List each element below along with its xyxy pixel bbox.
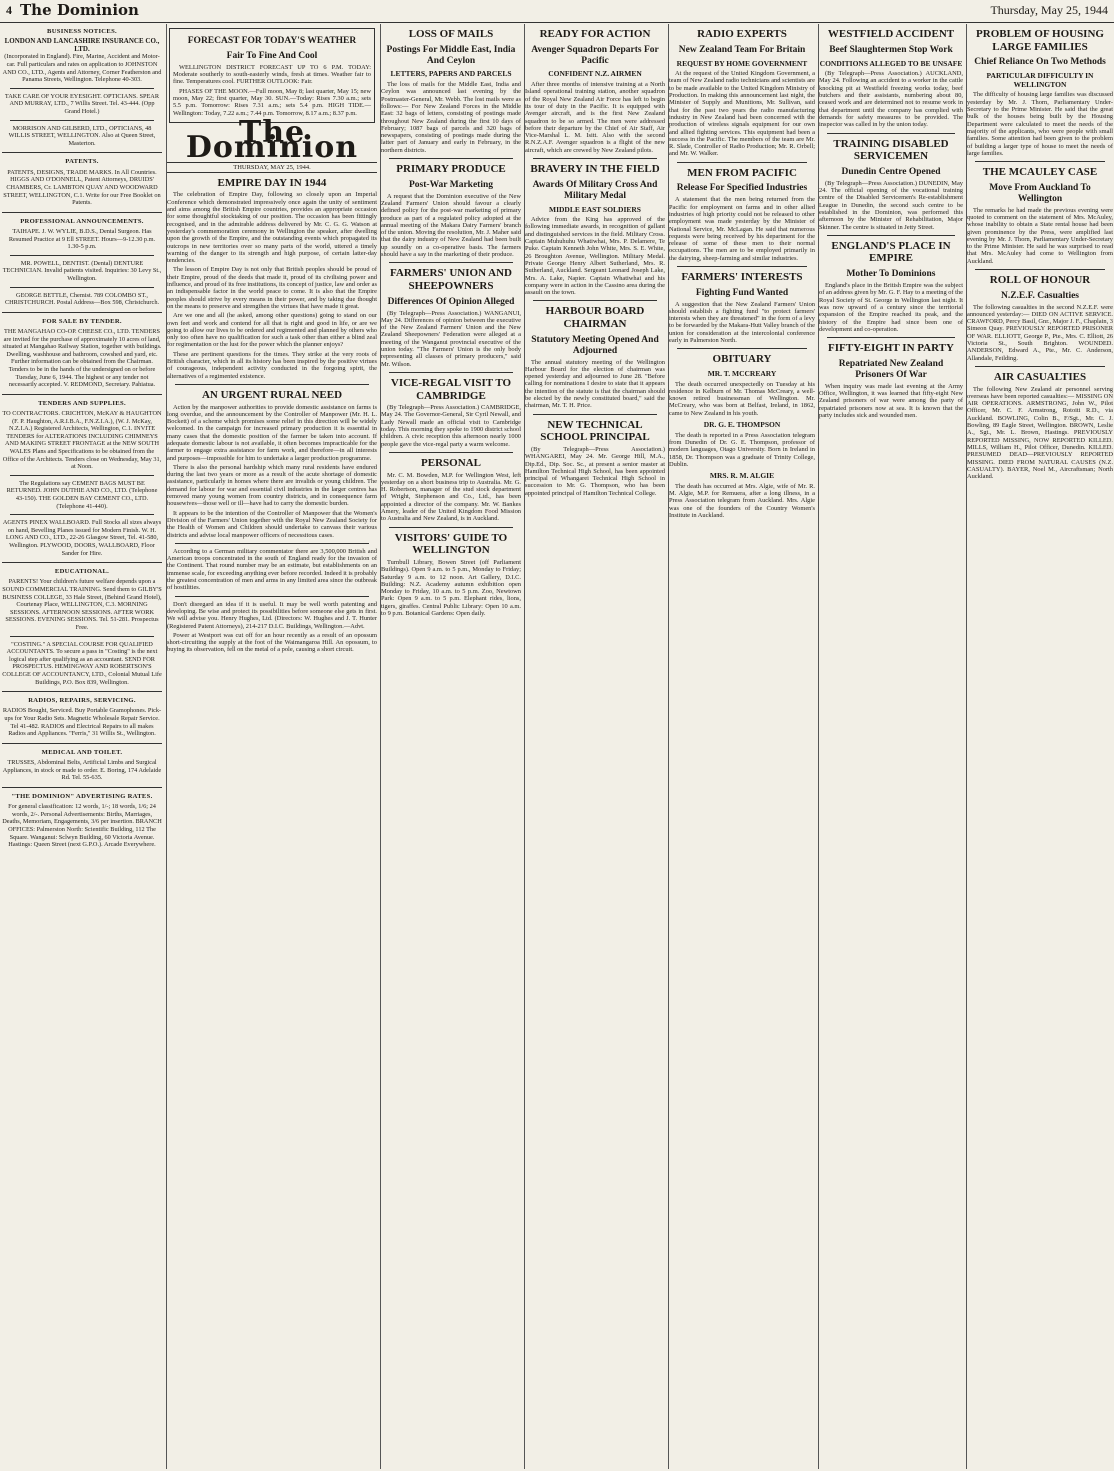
divider (10, 475, 154, 476)
divider (389, 452, 513, 453)
divider (533, 300, 657, 301)
mails-headline: LOSS OF MAILS (408, 28, 494, 40)
paper-name: The Dominion (20, 1, 139, 19)
harbour-board-text: The annual statutory meeting of the Wellington Harbour Board for the election of chairman was opened yesterday and adjourned to June 28. "Before calling for nominations I desire to state that it appears the intention of the statute is that the chairman should be elected by the newly constituted board," said the chairman, Mr. T. H. Price. (525, 358, 665, 410)
fifty-eight-text: When inquiry was made last evening at the Army Office, Wellington, it was learned that fifty-eight New Zealand prisoners of war were among the party of repatriated prisoners now at sea. It is known that the party includes sick and wounded men. (819, 382, 963, 419)
ad-trusses: TRUSSES, Abdominal Belts, Artificial Limbs and Surgical Appliances, in stock or made to order. E. Boring, 174 Adelaide Rd. Tel. 55-635. (2, 759, 162, 782)
air-casualties-text: The following New Zealand air personnel serving overseas have been reported casualties:— MISSING ON AIR OPERATIONS. ARMSTRONG, John W., Pilot Officer, Mr. C. F. Armstrong, Rotoiti R.D., via Auckland. BOWLING, Colin B., F/Sgt., Mr. C. J. Bowling, 89 Eagle Street, Wellington. BROWN, Leslie A., Sgt., Mr. L. Brown, Hastings. PREVIOUSLY REPORTED MISSING, NOW REPORTED KILLED. MILLS, William H., Pilot Officer, Dunedin. KILLED. PRESUMED DEAD—PREVIOUSLY REPORTED MISSING. DIED FROM NATURAL CAUSES (N.Z. CASUALTY). BAYER, Noel M., Aircraftsman; North Auckland. (967, 385, 1113, 481)
ad-insurance-title: LONDON AND LANCASHIRE INSURANCE CO., LTD. (4, 37, 160, 53)
roll-honour-text: The following casualties in the second N.Z.E.F. were announced yesterday:— DIED ON ACTIVE SERVICE. CRAWFORD, Percy Basil, Gnr., Major J. F., Chaplain, 3 Simeon Quay. PREVIOUSLY REPORTED PRISONER OF WAR. ELLIOTT, George P., Pte., Mrs. C. Elliott, 26 Victoria St., South Brighton. WOUNDED. ANDERSON, Edward A., Pte., Mr. C. Anderson, Allandale, Feilding. (967, 303, 1113, 362)
section-educational: EDUCATIONAL. (54, 568, 110, 576)
divider (533, 414, 657, 415)
forecast-title: FORECAST FOR TODAY'S WEATHER (187, 36, 357, 46)
ad-gilbys-college: PARENTS! Your children's future welfare depends upon a SOUND COMMERCIAL TRAINING. Send them to GILBY'S BUSINESS COLLEGE, 33 Hale Street, (Behind Grand Hotel), Courtenay Place, WELLINGTON, C.3. MORNING SESSIONS. AFTERNOON SESSIONS. AFTER WORK SESSIONS. EVENING SESSIONS. Tel. 51-281. Prospectus Free. (2, 578, 162, 632)
divider (677, 162, 807, 163)
divider (10, 287, 154, 288)
men-pacific-subhead: Release For Specified Industries (676, 183, 808, 194)
westfield-subhead: Beef Slaughtermen Stop Work (829, 44, 953, 55)
rates-text: For general classification: 12 words, 1/-; 18 words, 1/6; 24 words, 2/-. Personal Advertisements: Births, Marriages, Deaths, Memoriam, Engagements, 3/6 per insertion. BRANCH OFFICES: Palmerston North: Scientific Building, 112 The Square. Wanganui: Sclwyn Building, 60 Victoria Avenue. Hastings: Queen Street (next G.P.O.). Arcade Everywhere. (2, 803, 162, 849)
weather-box (169, 28, 375, 123)
issue-date: Thursday, May 25, 1944 (990, 3, 1108, 17)
section-for-sale: FOR SALE BY TENDER. (42, 317, 122, 325)
ad-wallboard: AGENTS PINEX WALLBOARD. Full Stocks all sizes always on hand, Bevelling Planes issued for Modern Finish. W. H. LONG AND CO., LTD., 22-26 Glasgow Street, Tel. 41-580, Wellington. PLYWOOD, DOORS, WALLBOARD, Floor Sander for Hire. (2, 519, 162, 557)
divider (10, 636, 154, 637)
ad-chemist: GEORGE BETTLE, Chemist. 789 COLOMBO ST., CHRISTCHURCH. Postal Address—Box 598, Christchurch. (4, 291, 160, 307)
obituary-text: The death is reported in a Press Association telegram from Dunedin of Dr. G. E. Thompson, professor of modern languages, Otago University. Born in Ireland in 1858, Dr. Thompson was a graduate of Trinity College, Dublin. (669, 431, 815, 468)
ad-patents: PATENTS, DESIGNS, TRADE MARKS. In All Countries. HIGGS AND O'DONNELL, Patent Attorneys, DRUIDS' CHAMBERS, Cr. LAMBTON QUAY AND WOODWARD STREET, WELLINGTON, C.1. Write for our Free Booklet on Patents. (3, 168, 161, 207)
farmers-union-headline: FARMERS' UNION AND SHEEPOWNERS (389, 267, 513, 292)
ad-costing-course: "COSTING." A SPECIAL COURSE FOR QUALIFIED ACCOUNTANTS. To secure a pass in "Costing" is the next logical step after qualifying as an accountant. SEND FOR PROSPECTUS. HEMINGWAY AND ROBERTSON'S COLLEGE OF ACCOUNTANCY, LTD., Colonial Mutual Life Buildings, P.O. Box 839, Wellington. (2, 640, 162, 686)
mcauley-subhead: Move From Auckland To Wellington (989, 182, 1091, 204)
visitors-guide-text: Turnbull Library, Bowen Street (off Parliament Buildings). Open 9 a.m. to 5 p.m., Monday to Friday; Saturday 9 a.m. to 12 noon. Art Gallery, D.I.C. Building: N.Z. Academy autumn exhibition open Monday to Friday, 10 a.m. to 5 p.m. Zoo, Newtown Park: Open 9 a.m. to 5 p.m. Elephant rides, lions, tigers, giraffes. Central Public Library: Open 10 a.m. to 9 p.m. Botanical Gardens: Open daily. (381, 558, 521, 618)
rates-title: "THE DOMINION" ADVERTISING RATES. (11, 792, 153, 800)
ad-dentist-wylie: TAIHAPE. J. W. WYLIE, B.D.S., Dental Surgeon. Has Resumed Practice at 9 Ell STREET. Hours—9-12.30 p.m. 1.30-5 p.m. (8, 227, 156, 251)
divider (827, 337, 955, 338)
divider (389, 372, 513, 373)
divider (975, 269, 1105, 270)
obituary-headline: OBITUARY (712, 353, 772, 366)
divider (175, 384, 369, 385)
farmers-interests-subhead: Fighting Fund Wanted (695, 287, 789, 298)
training-subhead: Dunedin Centre Opened (841, 166, 941, 177)
mcauley-headline: THE MCAULEY CASE (982, 166, 1098, 179)
divider (2, 152, 162, 153)
divider (677, 348, 807, 349)
housing-headline: PROBLEM OF HOUSING LARGE FAMILIES (976, 28, 1104, 53)
men-pacific-headline: MEN FROM PACIFIC (687, 166, 797, 179)
personal-headline: PERSONAL (421, 456, 481, 469)
divider (2, 787, 162, 788)
forecast-subtitle: Fair To Fine And Cool (226, 50, 318, 61)
obituary-name: MRS. R. M. ALGIE (709, 471, 775, 481)
masthead (0, 0, 1114, 23)
page-number: 4 (6, 3, 12, 17)
divider (175, 543, 369, 544)
section-medical: MEDICAL AND TOILET. (41, 748, 123, 756)
empire-paragraph: Are we one and all (he asked, among other questions) going to stand on our own feet and work and contend for all that is right and good in life, or are we going to allow our lives to be ordered and regimented and planned by others who only too often have no qualification for such a task other than either a blind zeal for regimentation or the lust for the power which the planner enjoys? (167, 312, 377, 349)
divider (10, 120, 154, 121)
mails-subhead: Postings For Middle East, India And Ceylon (386, 44, 516, 66)
men-pacific-text: A statement that the men being returned from the Pacific for employment on farms and in other allied industries of high priority could not be released to other employment was made yesterday by the Minister of National Service, Mr. McLagan. He said that numerous requests were being received by his department for the release of some of these men to their normal occupations. The men are to be employed primarily in the dairying, sheep-farming and similar industries. (669, 196, 815, 262)
produce-headline: PRIMARY PRODUCE (396, 163, 506, 176)
radio-experts-headline: RADIO EXPERTS (697, 28, 787, 40)
obituary-name: MR. T. MCCREARY (707, 368, 777, 378)
divider (827, 235, 955, 236)
empire-paragraph: The celebration of Empire Day, following so closely upon an Imperial Conference which demonstrated impressively once again the unity of sentiment and aims among the British Empire countries, provides an appropriate occasion for some thoughtful stocktaking of our position. The occasion has been fittingly recognised, and in the admirable address delivered by Mr. C. G. G. Watson at yesterday's commemoration ceremony in Wellington the speaker, after dwelling upon the growth of the Empire, and the outstanding events which propagated its outcrops in new territories over so many parts of the world, uttered a timely warning of the danger to its strength and high purpose, of certain latter-day tendencies. (167, 191, 377, 265)
mails-text: The loss of mails for the Middle East, India and Ceylon was announced last evening by the Postmaster-General, Mr. Webb. The lost mails were as follows:— For New Zealand Forces in the Middle East: 32 bags of letters, consisting of postings made throughout New Zealand during the first 10 days of February; 1087 bags of parcels and 320 bags of newspapers, consisting of postings made during the latter part of January and early in February, in the northern districts. (381, 81, 521, 154)
obituary-text: The death occurred unexpectedly on Tuesday at his residence in Kelburn of Mr. Thomas McCreary, a well-known retired businessman of Wellington. Mr. McCreary, who was born at Belfast, Ireland, in 1862, came to New Zealand in his youth. (669, 380, 815, 417)
mails-subhead-2: LETTERS, PAPERS AND PARCELS (390, 69, 512, 79)
divider (2, 312, 162, 313)
produce-text: A request that the Dominion executive of the New Zealand Farmers' Union should favour a clearly defined policy for the post-war marketing of primary produce as part of a regulated policy adopted at the annual meeting of the Makara Dairy Farmers' branch of the union. Moving the resolution, Mr. J. Maher said that the dairy industry of New Zealand had been built up soundly on a co-operative basis. The farmers should have a say in the marketing of their produce. (381, 192, 521, 259)
section-tenders: TENDERS AND SUPPLIES. (38, 399, 126, 407)
bravery-headline: BRAVERY IN THE FIELD (530, 163, 660, 176)
army-paragraph: According to a German military commentator there are 3,500,000 British and American troops concentrated in the south of England ready for the invasion of the Continent. That round number may be an estimate, but establishments on an immense scale, for exceeding anything ever before recorded. Indeed it is probably the greatest concentration of men and arms in any limited area since the outbreak of hostilities. (167, 547, 377, 592)
produce-subhead: Post-War Marketing (409, 179, 493, 190)
air-casualties-headline: AIR CASUALTIES (993, 370, 1087, 383)
news-column-7 (966, 24, 1113, 1469)
ad-dentist-powell: MR. POWELL, DENTIST. (Dental) DENTURE TECHNICIAN. Invalid patients visited. Inquiries: 30 Levy St., Wellington. (2, 259, 162, 282)
divider (975, 161, 1105, 162)
divider (389, 158, 513, 159)
bravery-subhead-2: MIDDLE EAST SOLDIERS (549, 204, 641, 214)
moon-text: PHASES OF THE MOON.—Full moon, May 8; last quarter, May 15; new moon, May 22; first quarter, May 30. SUN.—Today: Rises 7.30 a.m.; sets 5.5 p.m. Tomorrow: Rises 7.31 a.m.; sets 5.4 p.m. HIGH TIDE.—Wellington: Today, 7.22 a.m.; 7.44 p.m. Tomorrow, 8.17 a.m.; 8.37 p.m. (173, 87, 371, 117)
rural-need-headline: AN URGENT RURAL NEED (201, 388, 343, 401)
personal-text: Mr. C. M. Bowden, M.P. for Wellington West, left yesterday on a short business trip to Australia. Mr. G. H. Robertson, manager of the stud stock department of Wright, Stephenson and Co., Ltd., has been appointed a director of the company. Mr. W. Bankes Amery, leader of the United Kingdom Food Mission to Australia and New Zealand, is in Auckland. (381, 471, 521, 523)
ad-opticians-morrison: MORRISON AND GILBERD, LTD., OPTICIANS, 48 WILLIS STREET, WELLINGTON. Also at Queen Street, Masterton. (8, 124, 156, 147)
radio-experts-subhead-2: REQUEST BY HOME GOVERNMENT (676, 58, 808, 68)
classified-column (2, 24, 162, 1469)
news-column-4 (524, 24, 665, 1469)
ad-opticians-spear: TAKE CARE OF YOUR EYESIGHT. OPTICIANS. SPEAR AND MURRAY, LTD., 7 Willis Street. Tel. 43-444. (Opp Grand Hotel.) (4, 92, 160, 116)
training-headline: TRAINING DISABLED SERVICEMEN (833, 137, 949, 163)
forecast-text: WELLINGTON DISTRICT FORECAST UP TO 6 P.M. TODAY: Moderate southerly to south-easterly winds, fresh at times. Weather fair to fine. Temperatures cool. FURTHER OUTLOOK: Fair. (173, 63, 371, 86)
divider (677, 266, 807, 267)
divider (2, 394, 162, 395)
ad-radios: RADIOS Bought, Serviced. Buy Portable Gramophones. Pick-ups for Your Radio Sets. Magnetic Wholesale Repair Service. Tel 41-482. RADIOS and Electrical Repairs to all makes Radios and Appliances. "Ferris," 31 Willis St., Wellington. (2, 707, 162, 738)
fifty-eight-headline: FIFTY-EIGHT IN PARTY (828, 342, 954, 355)
divider (2, 212, 162, 213)
harbour-board-subhead: Statutory Meeting Opened And Adjourned (531, 334, 659, 356)
westfield-headline: WESTFIELD ACCIDENT (827, 28, 955, 40)
divider (533, 158, 657, 159)
opossum-paragraph: Power at Westport was cut off for an hour recently as a result of an opossum short-circuiting the supply at the foot of the Waimangaroa Hill. An opossum, to buying its observation, fell on the metal of a pole, causing a short circuit. (167, 631, 377, 654)
farmers-interests-text: A suggestion that the New Zealand Farmers' Union should establish a fighting fund "to protect farmers' interests when they are threatened" in the form of a levy to be forwarded by the Makara-Hutt Valley branch of the union for consideration at the intercolonial conference early in Palmerston North. (669, 300, 815, 345)
divider (389, 527, 513, 528)
empire-day-headline: EMPIRE DAY IN 1944 (217, 176, 327, 189)
roll-honour-headline: ROLL OF HONOUR (989, 273, 1091, 286)
news-column-3 (380, 24, 521, 1469)
ad-contractors: TO CONTRACTORS. CRICHTON, McKAY & HAUGHTON (F. P. Haughton, A.R.I.B.A., F.N.Z.I.A.), (W. J. McKay, N.Z.I.A.) Registered Architects, Wellington, C.1. INVITE TENDERS for ALTERATIONS INCLUDING CHIMNEYS AND MAKING STREET FRONTAGE at the NEW SOUTH WALES Plans and Specifications to be obtained from the Office of the Architects. Tenders close on Wednesday, May 31, at Noon. (2, 410, 162, 471)
ad-cement-bags: The Regulations say CEMENT BAGS MUST BE RETURNED. JOHN DUTHIE AND CO., LTD. (Telephone 43-150). THE GOLDEN BAY CEMENT CO., LTD. (Telephone 41-440). (6, 479, 158, 510)
farmers-interests-headline: FARMERS' INTERESTS (681, 270, 803, 283)
england-place-headline: ENGLAND'S PLACE IN EMPIRE (831, 239, 951, 265)
section-professional: PROFESSIONAL ANNOUNCEMENTS. (20, 217, 144, 225)
farmers-union-text: (By Telegraph—Press Association.) WANGANUI, May 24. Differences of opinion between the executive of the New Zealand Farmers' Union and the New Zealand Sheepowners' Federation were alleged at a meeting of the Wanganui provincial executive of the union today. "The Farmers' Union is the only body representing all classes of primary producers," said Mr. Wilson. (381, 309, 521, 368)
ad-insurance-text: (Incorporated in England). Fire, Marine, Accident and Motor-car. Full particulars and rates on application to JOHNSTON AND CO., LTD., Agents and Attorney, Corner Featherston and Panama Streets, Wellington. Telephone 40-303. (2, 53, 162, 84)
divider (2, 691, 162, 692)
harbour-board-headline: HARBOUR BOARD CHAIRMAN (545, 305, 645, 331)
housing-subhead: Chief Reliance On Two Methods (974, 57, 1106, 68)
divider (2, 743, 162, 744)
westfield-subhead-2: CONDITIONS ALLEGED TO BE UNSAFE (819, 58, 963, 68)
visitors-guide-headline: VISITORS' GUIDE TO WELLINGTON (394, 531, 508, 557)
divider (10, 255, 154, 256)
technical-school-headline: NEW TECHNICAL SCHOOL PRINCIPAL (540, 418, 650, 444)
ready-action-subhead-2: CONFIDENT N.Z. AIRMEN (548, 69, 642, 79)
mcauley-text: The remarks he had made the previous evening were quoted to comment on the statement of Mrs. McAuley, whose inability to obtain a State rental house had been given prominence by the Press, were amplified last evening by Mr. J. Thorn, Parliamentary Under-Secretary to the Prime Minister. He said he was surprised to read that Mrs. McAuley had come to Wellington from Auckland. (967, 206, 1113, 265)
empire-paragraph: The lesson of Empire Day is not only that British peoples should be proud of their Empire, proud of the deeds that made it, proud of its civilising power and influence, and proud of its free institutions, its concept of justice, law and order as an indispensable factor in the world peace to come. It is also that the Empire peoples should strive by every means in their power, and by taking due thought on the means to preserve and strengthen the virtues that have made it great. (167, 266, 377, 310)
ready-action-headline: READY FOR ACTION (539, 28, 651, 40)
divider (175, 596, 369, 597)
ready-action-text: After three months of intensive training at a North Island operational training station, another squadron of the Royal New Zealand Air Force has left to begin its tour of duty in the Pacific. It is equipped with Avenger aircraft, and is the first New Zealand squadron to be so armed. The men were addressed before their departure by the Chief of Air Staff, Air Vice-Marshal L. M. Isitt. Also with the second R.N.Z.A.F. Avenger squadron is a flight of the new aircraft, which are crewed by New Zealand pilots. (525, 81, 665, 154)
editorial-dateline: THURSDAY, MAY 25, 1944. (167, 162, 377, 173)
section-radios: RADIOS, REPAIRS, SERVICING. (28, 697, 136, 705)
farmers-union-subhead: Differences Of Opinion Alleged (387, 296, 515, 307)
technical-school-text: (By Telegraph—Press Association.) WHANGAREI, May 24. Mr. George Hill, M.A., Dip.Ed., Dip. Soc. Sc., at present a senior master at Hamilton Technical High School, has been appointed principal of Whangarei Technical High School in succession to Mr. G. Thompson, who has been appointed principal of Hamilton Technical College. (525, 445, 665, 497)
divider (827, 133, 955, 134)
patent-advert: Don't disregard an idea if it is useful. It may be well worth patenting and developing. Be wise and protect its possibilities before someone else gets in first. We will advise you. Henry Hughes, Ltd. (Directors: W. Hughes and J. T. Hunter (Registered Patent Attorneys), 214-217 D.I.C. Buildings, Wellington.—Advt. (167, 600, 377, 630)
rural-paragraph: It appears to be the intention of the Controller of Manpower that the Women's Division of the Farmers' Union together with the Royal New Zealand Society for the Health of Women and Children should undertake to canvass their various districts and advise local manpower officers of necessitous cases. (167, 509, 377, 539)
housing-subhead-2: PARTICULAR DIFFICULTY IN WELLINGTON (986, 71, 1094, 89)
obituary-name: DR. G. E. THOMPSON (703, 420, 781, 430)
news-column-5 (668, 24, 815, 1469)
news-column-6 (818, 24, 963, 1469)
bravery-subhead: Awards Of Military Cross And Military Medal (532, 179, 658, 201)
england-place-subhead: Mother To Dominions (846, 269, 936, 280)
vice-regal-text: (By Telegraph—Press Association.) CAMBRIDGE, May 24. The Governor-General, Sir Cyril Newall, and Lady Newall made an official visit to Cambridge today. This morning they spoke to 1900 district school children. A civic reception this afternoon nearly 1000 people gave the vice-regal party a warm welcome. (381, 404, 521, 448)
editorial-column (166, 24, 377, 1469)
rural-paragraph: There is also the personal hardship which many rural residents have endured during the last two years or more as a result of the acute shortage of domestic assistance, particularly in homes where there are invalids or young children. The demand for labour for war and essential civil industries in the larger centres has removed many young women from country districts, and in consequence farm housewives—those well or ill—have had to carry the domestic burden. (167, 463, 377, 508)
divider (10, 88, 154, 89)
section-business: BUSINESS NOTICES. (47, 28, 117, 35)
radio-experts-subhead: New Zealand Team For Britain (678, 44, 806, 55)
divider (10, 514, 154, 515)
divider (975, 366, 1105, 367)
housing-text: The difficulty of housing large families was discussed yesterday by Mr. J. Thorn, Parliamentary Under-Secretary to the Prime Minister. He said that the great bulk of the houses being built by the Housing Department were calculated to meet the needs of the majority of the applicants, who were people with small families. Some attention had been given to the problem of building a larger type of house to meet the needs of large families. (967, 91, 1113, 157)
ad-tender-cheese: THE MANGAHAO CO-OP. CHEESE CO., LTD. TENDERS are invited for the purchase of approximately 10 acres of land, situated at Mangahao Railway Station, together with buildings. Dwelling, washhouse and bathroom, cowshed and yard, etc. Further information can be obtained from the Chairman. Tenders to be in the hands of the undersigned on or before Tuesday, June 6, 1944. The highest or any tender not necessarily accepted. V. REDMOND, Secretary. Pahiatua. (2, 328, 162, 389)
rural-paragraph: Action by the manpower authorities to provide domestic assistance on farms is long overdue, and the announcement by the Controller of Manpower (Mr. H. L. Bockett) of a scheme which promises some relief in this direction will be widely welcomed. In the campaign for increased primary production it is essential in many cases that the domestic position of the farmer be taken into account. If adequate domestic labour is not available, it often becomes impracticable for the farmer to engage extra assistance for farm work, and therefore—in all interests and purposes—impossible for him to undertake a larger production programme. (167, 403, 377, 462)
logo-text: The Dominion (185, 114, 359, 166)
ready-action-subhead: Avenger Squadron Departs For Pacific (531, 44, 659, 66)
westfield-text: (By Telegraph—Press Association.) AUCKLAND, May 24. Following an accident to a worker in the cattle knocking pit at Westfield freezing works today, beef butchers and their assistants, numbering about 80, ceased work and are determined not to resume work in that department until the company has complied with demands for safety measures to be provided. The inspector was called in by the union today. (819, 70, 963, 129)
dominion-logo (167, 114, 377, 166)
roll-honour-subhead: N.Z.E.F. Casualties (1000, 290, 1080, 301)
vice-regal-headline: VICE-REGAL VISIT TO CAMBRIDGE (390, 376, 512, 402)
england-place-text: England's place in the British Empire was the subject of an address given by Mr. G. F. Hay to a meeting of the Royal Society of St. George in Wellington last night. It was now upward of a century since the territorial expansion of the Empire reached its peak, and the history of the Empire had since been one of development and co-operation. (819, 282, 963, 333)
ad-insurance (2, 38, 162, 84)
fifty-eight-subhead: Repatriated New Zealand Prisoners Of War (838, 358, 944, 380)
bravery-text: Advice from the King has approved of the following immediate awards, in recognition of gallant and distinguished services in the field. Military Cross. Captain Muhuhuhu Whatiwhai, Mrs. P. Delamere, Te Puke. Captain Kenneth John White, Mrs. S. E. White, 26 Broughton Avenue, Wellington. Military Medal. Private George Henry Albert Sutherland, Mrs. R. Sutherland, Auckland. Sergeant Leonard Joseph Lake, Mrs. A. Lake, Napier. Captain Whatiwhai and his company were in action in the Cassino area during the assault on the town. (525, 216, 665, 297)
radio-experts-text: At the request of the United Kingdom Government, a team of New Zealand radio technicians and scientists are to be made available to the United Kingdom Ministry of Production. In making this announcement last night, the Minister of Supply and Munitions, Mr. Sullivan, said that for the past two years the radio manufacturing industry in New Zealand had been concerned with the production of wireless signals equipment for our own and allied fighting services. This equipment had been a success in the Pacific. The members of the team are Mr. R. Slade, Controller of Radio Production; Mr. R. Orbell; and Mr. W. Walker. (669, 70, 815, 158)
empire-paragraph: These are pertinent questions for the times. They strike at the very roots of British character, which in all its history has been inspired by the positive virtues of courageous, independent activity conducted in the forgoing spirit, the alternatives of a regimented existence. (167, 350, 377, 380)
training-text: (By Telegraph—Press Association.) DUNEDIN, May 24. The official opening of the vocational training centre of the Disabled Servicemen's Re-establishment League in Dunedin, the second such centre to be established in the Dominion, was performed this afternoon by the Minister of Rehabilitation, Major Skinner. The centre is situated in Jetty Street. (819, 179, 963, 231)
section-patents: PATENTS. (65, 158, 99, 166)
obituary-text: The death has occurred at Mrs. Algie, wife of Mr. R. M. Algie, M.P. for Remuera, after a long illness, in a Press Association telegram from Auckland. Mrs. Algie was one of the founders of the Country Women's Institute in Auckland. (669, 482, 815, 519)
divider (2, 562, 162, 563)
divider (389, 262, 513, 263)
